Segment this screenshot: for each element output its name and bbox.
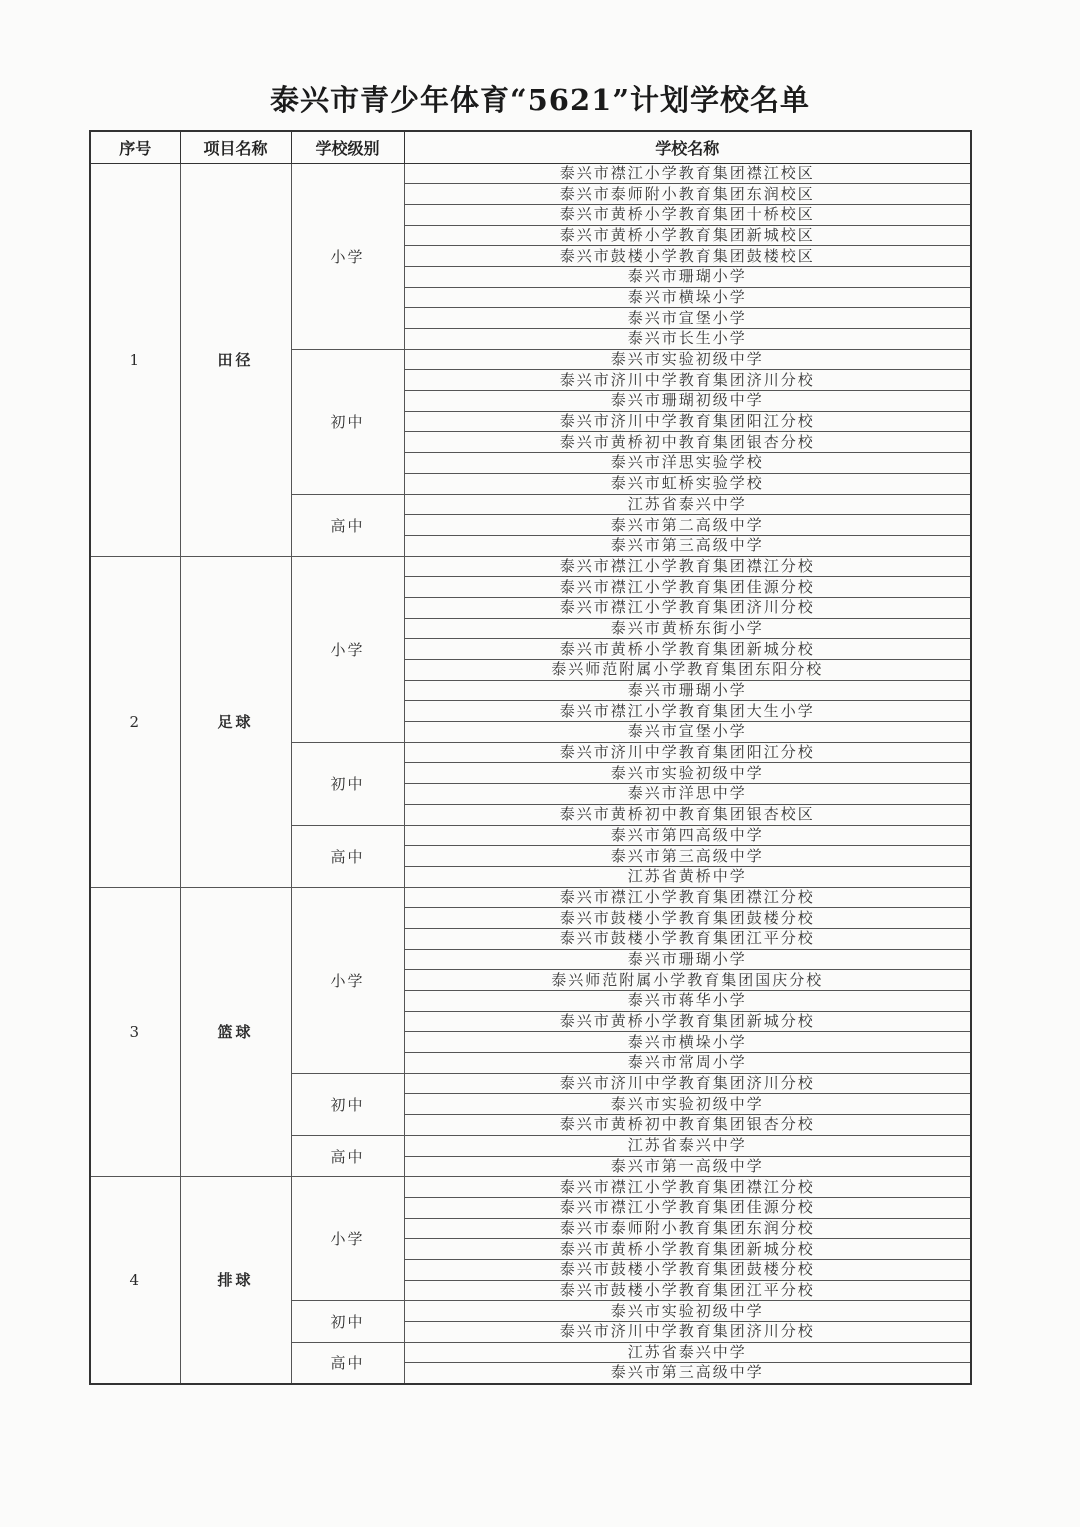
header-level: 学校级别: [291, 131, 404, 163]
school-name: 泰兴市襟江小学教育集团大生小学: [404, 701, 971, 722]
school-name: 泰兴师范附属小学教育集团东阳分校: [404, 660, 971, 681]
school-level: 初中: [291, 1073, 404, 1135]
school-level: 小学: [291, 163, 404, 349]
page-title: 泰兴市青少年体育“5621”计划学校名单: [269, 83, 811, 117]
table-row: [90, 887, 971, 908]
school-name: 泰兴市宣堡小学: [404, 722, 971, 743]
project-name: 田径: [180, 163, 291, 556]
school-name: 江苏省泰兴中学: [404, 1342, 971, 1363]
table-row: [90, 1177, 971, 1198]
school-name: 泰兴市宣堡小学: [404, 308, 971, 329]
school-name: 泰兴市珊瑚小学: [404, 266, 971, 287]
school-name: 泰兴市横垛小学: [404, 287, 971, 308]
school-name: 泰兴市鼓楼小学教育集团江平分校: [404, 928, 971, 949]
school-name: 泰兴市珊瑚小学: [404, 949, 971, 970]
school-name: 泰兴市第一高级中学: [404, 1156, 971, 1177]
school-level: 小学: [291, 1177, 404, 1301]
school-name: 泰兴市黄桥初中教育集团银杏分校: [404, 1115, 971, 1136]
school-name: 泰兴师范附属小学教育集团国庆分校: [404, 970, 971, 991]
school-level: 初中: [291, 1301, 404, 1342]
school-name: 泰兴市横垛小学: [404, 1032, 971, 1053]
school-name: 泰兴市鼓楼小学教育集团鼓楼分校: [404, 1259, 971, 1280]
project-seq: 1: [90, 163, 180, 556]
school-name: 泰兴市襟江小学教育集团佳源分校: [404, 1197, 971, 1218]
school-name: 泰兴市蒋华小学: [404, 991, 971, 1012]
school-level: 小学: [291, 887, 404, 1073]
school-name: 泰兴市济川中学教育集团阳江分校: [404, 411, 971, 432]
school-name: 泰兴市襟江小学教育集团襟江分校: [404, 556, 971, 577]
school-name: 泰兴市第三高级中学: [404, 1363, 971, 1384]
school-name: 泰兴市第三高级中学: [404, 535, 971, 556]
school-name: 泰兴市第四高级中学: [404, 825, 971, 846]
school-name: 泰兴市襟江小学教育集团佳源分校: [404, 577, 971, 598]
school-name: 泰兴市实验初级中学: [404, 1094, 971, 1115]
table-row: [90, 163, 971, 184]
school-name: 泰兴市第三高级中学: [404, 846, 971, 867]
school-name: 泰兴市第二高级中学: [404, 515, 971, 536]
school-level: 初中: [291, 349, 404, 494]
school-name: 泰兴市实验初级中学: [404, 1301, 971, 1322]
school-name: 泰兴市黄桥东街小学: [404, 618, 971, 639]
school-name: 泰兴市济川中学教育集团济川分校: [404, 370, 971, 391]
school-name: 泰兴市黄桥小学教育集团新城分校: [404, 639, 971, 660]
school-name: 泰兴市虹桥实验学校: [404, 473, 971, 494]
school-name: 泰兴市洋思实验学校: [404, 453, 971, 474]
school-name: 泰兴市黄桥小学教育集团新城分校: [404, 1011, 971, 1032]
school-name: 泰兴市黄桥小学教育集团十桥校区: [404, 204, 971, 225]
table-row: [90, 556, 971, 577]
school-name: 泰兴市襟江小学教育集团襟江分校: [404, 887, 971, 908]
school-name: 江苏省泰兴中学: [404, 1135, 971, 1156]
school-level: 小学: [291, 556, 404, 742]
header-project: 项目名称: [180, 131, 291, 163]
school-name: 泰兴市洋思中学: [404, 784, 971, 805]
school-level: 高中: [291, 825, 404, 887]
school-name: 泰兴市济川中学教育集团阳江分校: [404, 742, 971, 763]
school-name: 泰兴市济川中学教育集团济川分校: [404, 1322, 971, 1343]
school-name: 江苏省黄桥中学: [404, 866, 971, 887]
header-school: 学校名称: [404, 131, 971, 163]
school-name: 泰兴市长生小学: [404, 329, 971, 350]
school-name: 泰兴市鼓楼小学教育集团鼓楼分校: [404, 908, 971, 929]
roster-body: [90, 163, 971, 1384]
school-name: 泰兴市实验初级中学: [404, 349, 971, 370]
project-seq: 2: [90, 556, 180, 887]
school-name: 泰兴市济川中学教育集团济川分校: [404, 1073, 971, 1094]
project-seq: 4: [90, 1177, 180, 1384]
school-level: 高中: [291, 1135, 404, 1176]
school-name: 泰兴市黄桥小学教育集团新城分校: [404, 1239, 971, 1260]
school-roster-table: [89, 130, 972, 1385]
school-name: 泰兴市泰师附小教育集团东润分校: [404, 1218, 971, 1239]
project-name: 篮球: [180, 887, 291, 1177]
school-name: 泰兴市鼓楼小学教育集团江平分校: [404, 1280, 971, 1301]
school-name: 泰兴市泰师附小教育集团东润校区: [404, 184, 971, 205]
project-seq: 3: [90, 887, 180, 1177]
school-name: 泰兴市常周小学: [404, 1053, 971, 1074]
project-name: 足球: [180, 556, 291, 887]
school-name: 江苏省泰兴中学: [404, 494, 971, 515]
header-seq: 序号: [90, 131, 180, 163]
school-name: 泰兴市黄桥初中教育集团银杏分校: [404, 432, 971, 453]
school-name: 泰兴市襟江小学教育集团襟江校区: [404, 163, 971, 184]
school-name: 泰兴市襟江小学教育集团襟江分校: [404, 1177, 971, 1198]
school-level: 初中: [291, 742, 404, 825]
project-name: 排球: [180, 1177, 291, 1384]
school-name: 泰兴市黄桥初中教育集团银杏校区: [404, 804, 971, 825]
school-name: 泰兴市襟江小学教育集团济川分校: [404, 597, 971, 618]
school-name: 泰兴市鼓楼小学教育集团鼓楼校区: [404, 246, 971, 267]
school-level: 高中: [291, 494, 404, 556]
school-level: 高中: [291, 1342, 404, 1383]
header-row: [90, 131, 971, 163]
school-name: 泰兴市珊瑚小学: [404, 680, 971, 701]
school-name: 泰兴市珊瑚初级中学: [404, 391, 971, 412]
school-name: 泰兴市实验初级中学: [404, 763, 971, 784]
school-name: 泰兴市黄桥小学教育集团新城校区: [404, 225, 971, 246]
